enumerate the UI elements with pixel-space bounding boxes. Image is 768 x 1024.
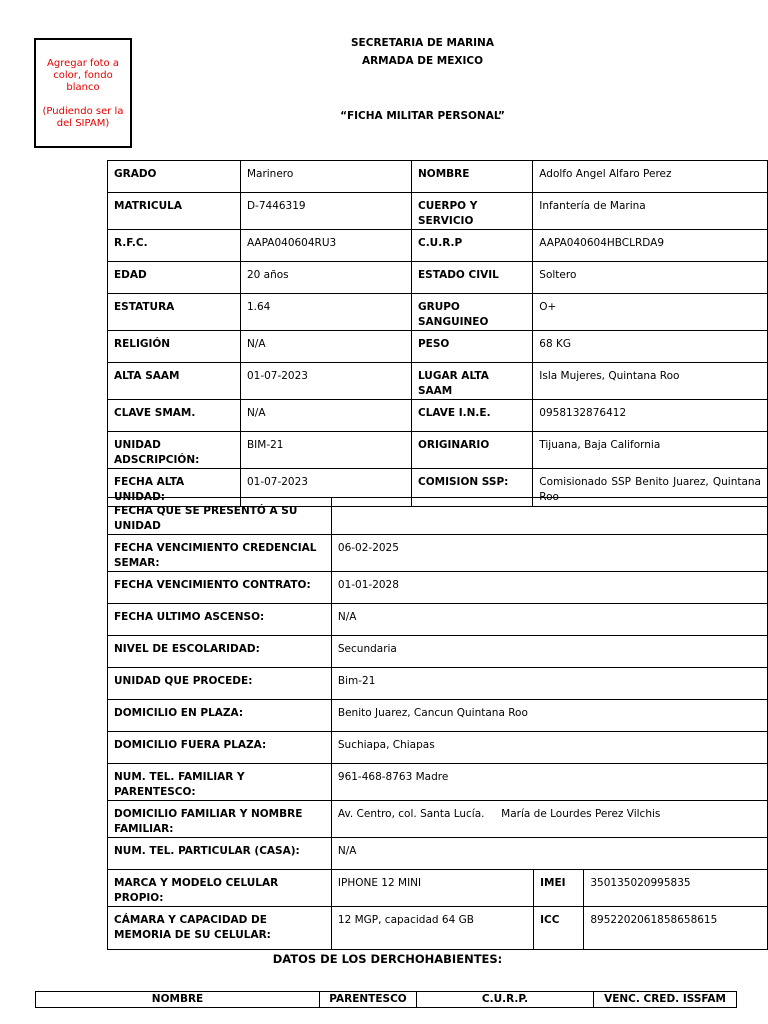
- phone-value: IPHONE 12 MINI: [331, 870, 533, 907]
- field-label: EDAD: [108, 262, 241, 294]
- service-details-body: [108, 498, 768, 950]
- field-value: N/A: [240, 400, 411, 432]
- field-value: BIM-21: [240, 432, 411, 469]
- info-row: [108, 432, 768, 469]
- detail-value: Secundaria: [331, 636, 767, 668]
- field-value: AAPA040604HBCLRDA9: [533, 230, 768, 262]
- field-label: ALTA SAAM: [108, 363, 241, 400]
- beneficiaries-table: [35, 991, 737, 1008]
- camera-value: 12 MGP, capacidad 64 GB: [331, 907, 533, 950]
- detail-value: 961-468-8763 Madre: [331, 764, 767, 801]
- field-label: CLAVE I.N.E.: [411, 400, 532, 432]
- field-value: Adolfo Angel Alfaro Perez: [533, 161, 768, 193]
- field-label: PESO: [411, 331, 532, 363]
- detail-value: [331, 498, 767, 535]
- detail-label: DOMICILIO EN PLAZA:: [108, 700, 332, 732]
- detail-label: DOMICILIO FUERA PLAZA:: [108, 732, 332, 764]
- phone-label: MARCA Y MODELO CELULAR PROPIO:: [108, 870, 332, 907]
- icc-value: 8952202061858658615: [584, 907, 768, 950]
- field-value: Infantería de Marina: [533, 193, 768, 230]
- col-header-curp: C.U.R.P.: [417, 992, 594, 1008]
- field-label: GRUPO SANGUINEO: [411, 294, 532, 331]
- detail-label: FECHA VENCIMIENTO CREDENCIAL SEMAR:: [108, 535, 332, 572]
- info-row: [108, 262, 768, 294]
- field-value: 20 años: [240, 262, 411, 294]
- document-title: “FICHA MILITAR PERSONAL”: [340, 110, 505, 122]
- detail-value: 06-02-2025: [331, 535, 767, 572]
- field-value: 0958132876412: [533, 400, 768, 432]
- org-subname: ARMADA DE MEXICO: [361, 55, 484, 67]
- imei-value: 350135020995835: [584, 870, 768, 907]
- detail-row: [108, 838, 768, 870]
- detail-row: [108, 498, 768, 535]
- detail-label: NIVEL DE ESCOLARIDAD:: [108, 636, 332, 668]
- field-value: 68 KG: [533, 331, 768, 363]
- detail-row: [108, 764, 768, 801]
- field-label: FECHA ALTA UNIDAD:: [108, 469, 241, 507]
- detail-label: DOMICILIO FAMILIAR Y NOMBRE FAMILIAR:: [108, 801, 332, 838]
- field-value: Marinero: [240, 161, 411, 193]
- photo-note-line2: (Pudiendo ser la del SIPAM): [42, 106, 124, 129]
- field-label: C.U.R.P: [411, 230, 532, 262]
- detail-row: [108, 572, 768, 604]
- detail-value: Benito Juarez, Cancun Quintana Roo: [331, 700, 767, 732]
- field-label: CUERPO Y SERVICIO: [411, 193, 532, 230]
- beneficiaries-title: DATOS DE LOS DERCHOHABIENTES:: [272, 952, 503, 966]
- detail-label: FECHA ULTIMO ASCENSO:: [108, 604, 332, 636]
- detail-row: [108, 700, 768, 732]
- field-value: D-7446319: [240, 193, 411, 230]
- detail-label: NUM. TEL. FAMILIAR Y PARENTESCO:: [108, 764, 332, 801]
- detail-label: FECHA VENCIMIENTO CONTRATO:: [108, 572, 332, 604]
- detail-value: 01-01-2028: [331, 572, 767, 604]
- detail-value: Av. Centro, col. Santa Lucía. María de Lourdes Perez Vilchis: [331, 801, 767, 838]
- detail-label: UNIDAD QUE PROCEDE:: [108, 668, 332, 700]
- info-row: [108, 230, 768, 262]
- field-label: MATRICULA: [108, 193, 241, 230]
- detail-row: [108, 636, 768, 668]
- field-value: 01-07-2023: [240, 469, 411, 507]
- imei-label: IMEI: [534, 870, 584, 907]
- field-label: ORIGINARIO: [411, 432, 532, 469]
- detail-label: FECHA QUE SE PRESENTÓ A SU UNIDAD: [108, 498, 332, 535]
- field-value: 01-07-2023: [240, 363, 411, 400]
- detail-value: Suchiapa, Chiapas: [331, 732, 767, 764]
- field-value: Isla Mujeres, Quintana Roo: [533, 363, 768, 400]
- field-label: R.F.C.: [108, 230, 241, 262]
- col-header-issfam-expiry: VENC. CRED. ISSFAM: [594, 992, 737, 1008]
- field-label: CLAVE SMAM.: [108, 400, 241, 432]
- photo-note-line1: Agregar foto a color, fondo blanco: [47, 58, 119, 93]
- col-header-name: NOMBRE: [36, 992, 320, 1008]
- field-label: GRADO: [108, 161, 241, 193]
- field-label: ESTATURA: [108, 294, 241, 331]
- beneficiaries-header-row: [36, 992, 737, 1008]
- detail-row: [108, 604, 768, 636]
- field-value: Soltero: [533, 262, 768, 294]
- detail-row: [108, 732, 768, 764]
- field-label: LUGAR ALTA SAAM: [411, 363, 532, 400]
- detail-value: Bim-21: [331, 668, 767, 700]
- field-value: 1.64: [240, 294, 411, 331]
- field-label: NOMBRE: [411, 161, 532, 193]
- phone-row: [108, 870, 768, 907]
- detail-value: N/A: [331, 838, 767, 870]
- org-name: SECRETARIA DE MARINA: [351, 37, 494, 49]
- detail-row: [108, 801, 768, 838]
- field-value: N/A: [240, 331, 411, 363]
- field-value: Tijuana, Baja California: [533, 432, 768, 469]
- detail-row: [108, 535, 768, 572]
- info-row: [108, 400, 768, 432]
- field-label: RELIGIÓN: [108, 331, 241, 363]
- icc-label: ICC: [534, 907, 584, 950]
- info-row: [108, 294, 768, 331]
- detail-label: NUM. TEL. PARTICULAR (CASA):: [108, 838, 332, 870]
- personal-info-table: [107, 160, 768, 507]
- field-value: AAPA040604RU3: [240, 230, 411, 262]
- field-value: Comisionado SSP Benito Juarez, Quintana Roo: [533, 469, 768, 507]
- field-label: ESTADO CIVIL: [411, 262, 532, 294]
- detail-row: [108, 668, 768, 700]
- info-row: [108, 363, 768, 400]
- camera-row: [108, 907, 768, 950]
- detail-value: N/A: [331, 604, 767, 636]
- info-row: [108, 193, 768, 230]
- field-label: UNIDAD ADSCRIPCIÓN:: [108, 432, 241, 469]
- col-header-relationship: PARENTESCO: [320, 992, 417, 1008]
- personal-info-body: [108, 161, 768, 507]
- info-row: [108, 161, 768, 193]
- camera-label: CÁMARA Y CAPACIDAD DE MEMORIA DE SU CELULAR:: [108, 907, 332, 950]
- field-label: COMISION SSP:: [411, 469, 532, 507]
- info-row: [108, 331, 768, 363]
- service-details-table: [107, 497, 768, 950]
- field-value: O+: [533, 294, 768, 331]
